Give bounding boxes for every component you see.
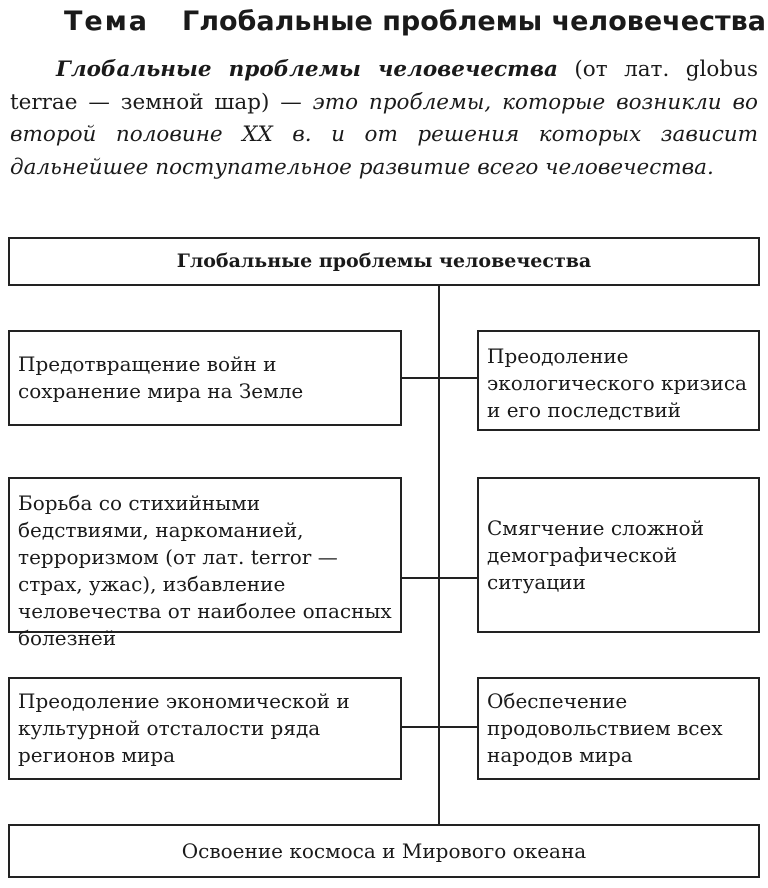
right-box-2-label: Смягчение сложной демографической ситуации: [487, 515, 704, 594]
topic-heading: [64, 6, 764, 46]
connector-right-2: [439, 577, 479, 579]
left-box-2-label: Борьба со стихийными бедствиями, наркоманией, терроризмом (от лат. terror — страх, ужас), избавление человечества от наиболее опасных болезней: [18, 491, 392, 650]
topic-title: Глобальные проблемы человечества: [182, 6, 766, 37]
definition-paragraph: [10, 54, 758, 184]
right-box-3: [477, 677, 760, 780]
bottom-box: [8, 824, 760, 878]
trunk-line: [438, 284, 440, 826]
definition-term: Глобальные проблемы человечества: [56, 57, 558, 82]
root-box: [8, 237, 760, 286]
definition-origin: (от лат. globus terrae — земной шар) —: [10, 57, 758, 115]
left-box-3-label: Преодоление экономической и культурной отсталости ряда регионов мира: [18, 689, 350, 767]
connector-right-3: [439, 726, 479, 728]
topic-label: Тема: [64, 6, 150, 37]
left-box-1-label: Предотвращение войн и сохранение мира на Земле: [18, 352, 304, 403]
right-box-1-label: Преодоление экологического кризиса и его последствий: [487, 344, 747, 422]
connector-right-1: [439, 377, 479, 379]
right-box-3-label: Обеспечение продовольствием всех народов мира: [487, 689, 723, 767]
definition-text: это проблемы, которые возникли во второй половине XX в. и от решения которых зависит дальнейшее поступательное развитие всего человечества.: [10, 89, 758, 180]
root-label: Глобальные проблемы человечества: [176, 250, 592, 272]
left-box-3: [8, 677, 402, 780]
left-box-1: [8, 330, 402, 426]
left-box-2: [8, 477, 402, 650]
connector-left-2: [400, 577, 439, 579]
connector-left-3: [400, 726, 439, 728]
connector-left-1: [400, 377, 439, 379]
bottom-box-label: Освоение космоса и Мирового океана: [181, 838, 587, 863]
right-box-2: [477, 477, 760, 633]
right-box-1: [477, 330, 760, 431]
